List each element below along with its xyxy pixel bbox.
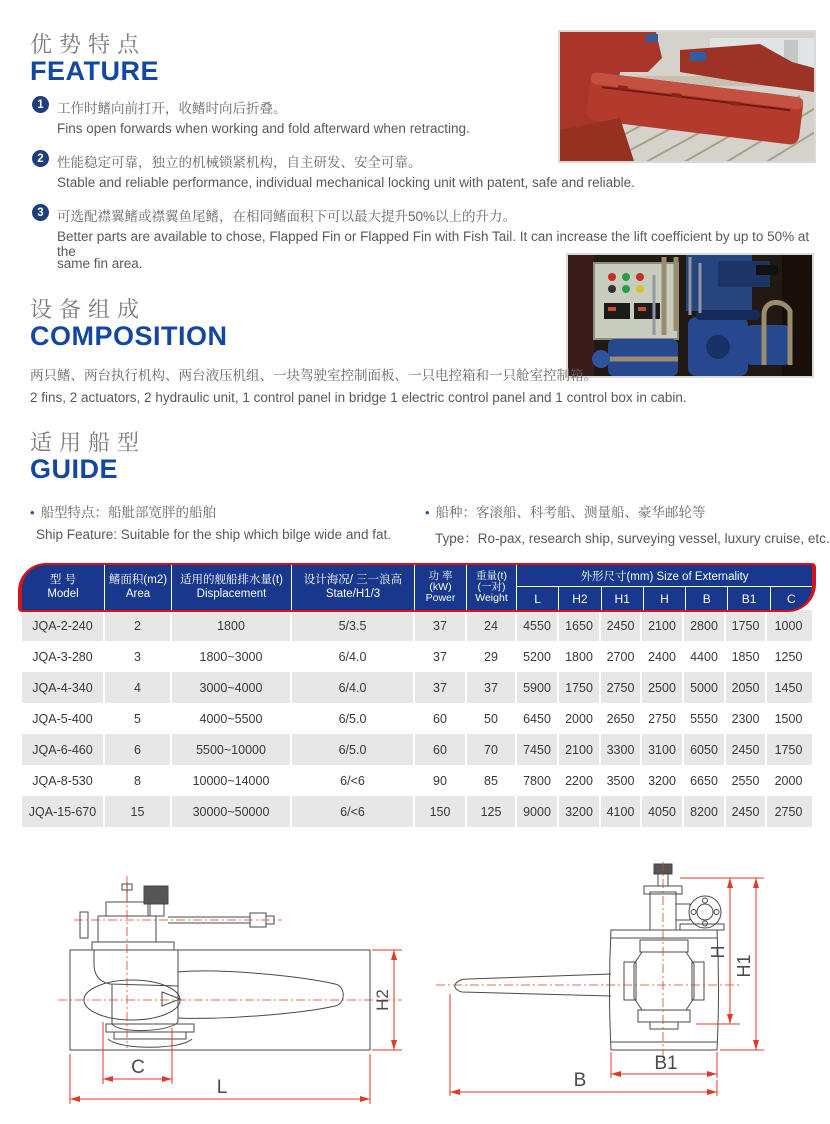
table-cell: 3100: [642, 734, 684, 765]
col-header-H: H: [644, 587, 686, 610]
table-row: [22, 672, 812, 703]
number-1-icon: 1: [32, 96, 49, 113]
table-cell: 60: [415, 703, 467, 734]
table-cell: 2550: [726, 765, 767, 796]
table-cell: 150: [415, 796, 467, 827]
table-cell: 29: [467, 641, 517, 672]
col-header-area: 鳍面积(m2) Area: [105, 565, 172, 610]
hydraulic-unit-photo: [566, 253, 814, 378]
table-cell: 2050: [726, 672, 767, 703]
front-view-drawing: [428, 862, 773, 1114]
col-header-B: B: [686, 587, 728, 610]
composition-desc-zh: 两只鳍、两台执行机构、两台液压机组、一块驾驶室控制面板、一只电控箱和一只舱室控制箱。: [30, 368, 597, 383]
table-cell: 6/4.0: [292, 641, 415, 672]
table-row: [22, 765, 812, 796]
table-cell: 6/5.0: [292, 734, 415, 765]
table-cell: 85: [467, 765, 517, 796]
table-cell: JQA-2-240: [22, 610, 105, 641]
table-cell: 125: [467, 796, 517, 827]
table-cell: 4400: [684, 641, 726, 672]
guide-left-en: Ship Feature: Suitable for the ship which bilge wide and fat.: [36, 527, 391, 542]
dim-label-h: H: [708, 945, 728, 959]
table-cell: 8200: [684, 796, 726, 827]
table-cell: 5: [105, 703, 172, 734]
feature-item-1-en: Fins open forwards when working and fold afterward when retracting.: [57, 121, 470, 136]
table-cell: 1750: [559, 672, 601, 703]
col-header-H1: H1: [602, 587, 644, 610]
table-cell: 5900: [517, 672, 559, 703]
col-header-displacement: 适用的舰船排水量(t) Displacement: [172, 565, 292, 610]
feature-item-1-badge: [32, 96, 49, 113]
table-cell: 4550: [517, 610, 559, 641]
feature-item-2-zh: 性能稳定可靠，独立的机械锁紧机构，自主研发、安全可靠。: [57, 155, 422, 170]
table-cell: 2450: [601, 610, 642, 641]
table-cell: 2500: [642, 672, 684, 703]
table-cell: 6/<6: [292, 796, 415, 827]
col-header-H2: H2: [559, 587, 601, 610]
table-cell: 5500~10000: [172, 734, 292, 765]
guide-right-zh-row: [425, 501, 706, 521]
col-header-model: 型 号 Model: [22, 565, 105, 610]
table-cell: 1850: [726, 641, 767, 672]
table-cell: 1750: [774, 742, 803, 757]
table-cell: 6450: [517, 703, 559, 734]
feature-item-3-en: Better parts are available to chose, Flapped Fin or Flapped Fin with Fish Tail. It can increase the lift coefficient by up to 50% at the: [57, 229, 810, 259]
table-cell: 15: [105, 796, 172, 827]
table-cell: 2700: [601, 641, 642, 672]
table-cell: 7450: [517, 734, 559, 765]
feature-item-2-en: Stable and reliable performance, individual mechanical locking unit with patent, safe and reliable.: [57, 175, 635, 190]
table-cell: 37: [467, 672, 517, 703]
composition-title-zh: 设备组成: [30, 297, 147, 322]
table-cell: JQA-6-460: [22, 734, 105, 765]
guide-left-zh-row: [30, 501, 216, 521]
table-row: [22, 703, 812, 734]
guide-title-en: GUIDE: [30, 454, 119, 484]
table-cell: 2: [105, 610, 172, 641]
table-cell: 1800~3000: [172, 641, 292, 672]
col-header-weight: 重量(t) (一对) Weight: [467, 565, 517, 610]
table-cell: 90: [415, 765, 467, 796]
dim-label-l: L: [216, 1077, 228, 1098]
table-cell: 2750: [642, 703, 684, 734]
dim-label-c: C: [131, 1057, 145, 1078]
table-cell: 3: [105, 641, 172, 672]
table-cell: 24: [467, 610, 517, 641]
side-view-drawing: [50, 872, 412, 1112]
col-header-C: C: [786, 591, 796, 606]
table-cell: 60: [415, 734, 467, 765]
number-2-icon: 2: [32, 150, 49, 167]
table-cell: 1450: [774, 680, 803, 695]
table-cell: 6/<6: [292, 765, 415, 796]
table-cell: JQA-4-340: [22, 672, 105, 703]
table-cell: 37: [415, 672, 467, 703]
table-cell: 2400: [642, 641, 684, 672]
table-row: [22, 641, 812, 672]
guide-right-en: Type：Ro-pax, research ship, surveying vessel, luxury cruise, etc.: [435, 531, 830, 546]
guide-right-zh: 船种：客滚船、科考船、测量船、豪华邮轮等: [435, 505, 706, 520]
guide-title-zh: 适用船型: [30, 430, 147, 455]
table-cell: 2750: [774, 804, 803, 819]
spec-table-header: [22, 565, 812, 610]
table-cell: 10000~14000: [172, 765, 292, 796]
composition-desc-en: 2 fins, 2 actuators, 2 hydraulic unit, 1 control panel in bridge 1 electric control panel and 1 control box in cabin.: [30, 390, 687, 405]
table-cell: 2200: [559, 765, 601, 796]
table-cell: JQA-8-530: [22, 765, 105, 796]
table-cell: 7800: [517, 765, 559, 796]
fin-stabilizer-photo: [558, 30, 816, 163]
table-cell: 30000~50000: [172, 796, 292, 827]
table-cell: 1650: [559, 610, 601, 641]
table-cell: 2650: [601, 703, 642, 734]
feature-item-3-zh: 可选配襟翼鳍或襟翼鱼尾鳍，在相同鳍面积下可以最大提升50%以上的升力。: [57, 209, 517, 224]
table-cell: 2450: [726, 796, 767, 827]
dim-label-h2: H2: [373, 989, 392, 1011]
col-header-state: 设计海况/ 三一浪高 State/H1/3: [292, 565, 415, 610]
composition-title-en: COMPOSITION: [30, 321, 228, 351]
table-cell: 3200: [642, 765, 684, 796]
table-cell: JQA-5-400: [22, 703, 105, 734]
table-row: [22, 610, 812, 641]
table-cell: 1250: [774, 649, 803, 664]
table-cell: 5550: [684, 703, 726, 734]
hydraulic-unit-photo-art: [568, 255, 812, 376]
table-cell: 3200: [559, 796, 601, 827]
table-row: [22, 796, 812, 827]
table-cell: 3300: [601, 734, 642, 765]
table-cell: 6/5.0: [292, 703, 415, 734]
table-cell: 37: [415, 610, 467, 641]
table-cell: 3000~4000: [172, 672, 292, 703]
table-cell: 2750: [601, 672, 642, 703]
table-cell: 2450: [726, 734, 767, 765]
table-cell: 8: [105, 765, 172, 796]
bullet-icon: •: [30, 505, 35, 520]
table-cell: 5000: [684, 672, 726, 703]
table-cell: 50: [467, 703, 517, 734]
table-cell: 6: [105, 734, 172, 765]
feature-title-zh: 优势特点: [30, 32, 147, 57]
bullet-icon: •: [425, 505, 430, 520]
table-cell: 1800: [172, 610, 292, 641]
guide-left-zh: 船型特点：船舭部宽胖的船舶: [40, 505, 217, 520]
spec-table-body: [22, 610, 812, 827]
table-cell: 4: [105, 672, 172, 703]
table-cell: 6/4.0: [292, 672, 415, 703]
number-3-icon: 3: [32, 204, 49, 221]
table-cell: 37: [415, 641, 467, 672]
table-cell: JQA-15-670: [22, 796, 105, 827]
feature-item-3-en-line2: same fin area.: [57, 256, 143, 271]
table-cell: 3500: [601, 765, 642, 796]
feature-item-2-badge: [32, 150, 49, 167]
dim-label-b1: B1: [654, 1053, 678, 1074]
col-header-L: L: [517, 587, 559, 610]
table-cell: JQA-3-280: [22, 641, 105, 672]
table-row: [22, 734, 812, 765]
spec-table: [22, 565, 812, 827]
table-cell: 4100: [601, 796, 642, 827]
table-cell: 4050: [642, 796, 684, 827]
table-cell: 2100: [559, 734, 601, 765]
table-cell: 4000~5500: [172, 703, 292, 734]
table-cell: 2000: [559, 703, 601, 734]
table-cell: 1000: [774, 618, 803, 633]
dim-label-b: B: [573, 1070, 587, 1091]
table-cell: 5/3.5: [292, 610, 415, 641]
size-group-title: 外形尺寸(mm) Size of Externality: [517, 565, 812, 587]
table-cell: 70: [467, 734, 517, 765]
feature-item-3-badge: [32, 204, 49, 221]
table-cell: 2300: [726, 703, 767, 734]
table-cell: 5200: [517, 641, 559, 672]
table-cell: 1500: [774, 711, 803, 726]
table-cell: 9000: [517, 796, 559, 827]
table-cell: 1750: [726, 610, 767, 641]
table-cell: 6050: [684, 734, 726, 765]
feature-item-1-zh: 工作时鳍向前打开，收鳍时向后折叠。: [57, 101, 287, 116]
dim-label-h1: H1: [734, 954, 754, 978]
table-cell: 6650: [684, 765, 726, 796]
col-header-power: 功 率 (kW) Power: [415, 565, 467, 610]
table-cell: 2800: [684, 610, 726, 641]
table-cell: 2100: [642, 610, 684, 641]
col-header-B1: B1: [728, 587, 770, 610]
table-cell: 1800: [559, 641, 601, 672]
fin-stabilizer-photo-art: [560, 32, 814, 161]
col-header-size-group: [517, 565, 812, 610]
table-cell: 2000: [774, 773, 803, 788]
feature-title-en: FEATURE: [30, 56, 159, 86]
